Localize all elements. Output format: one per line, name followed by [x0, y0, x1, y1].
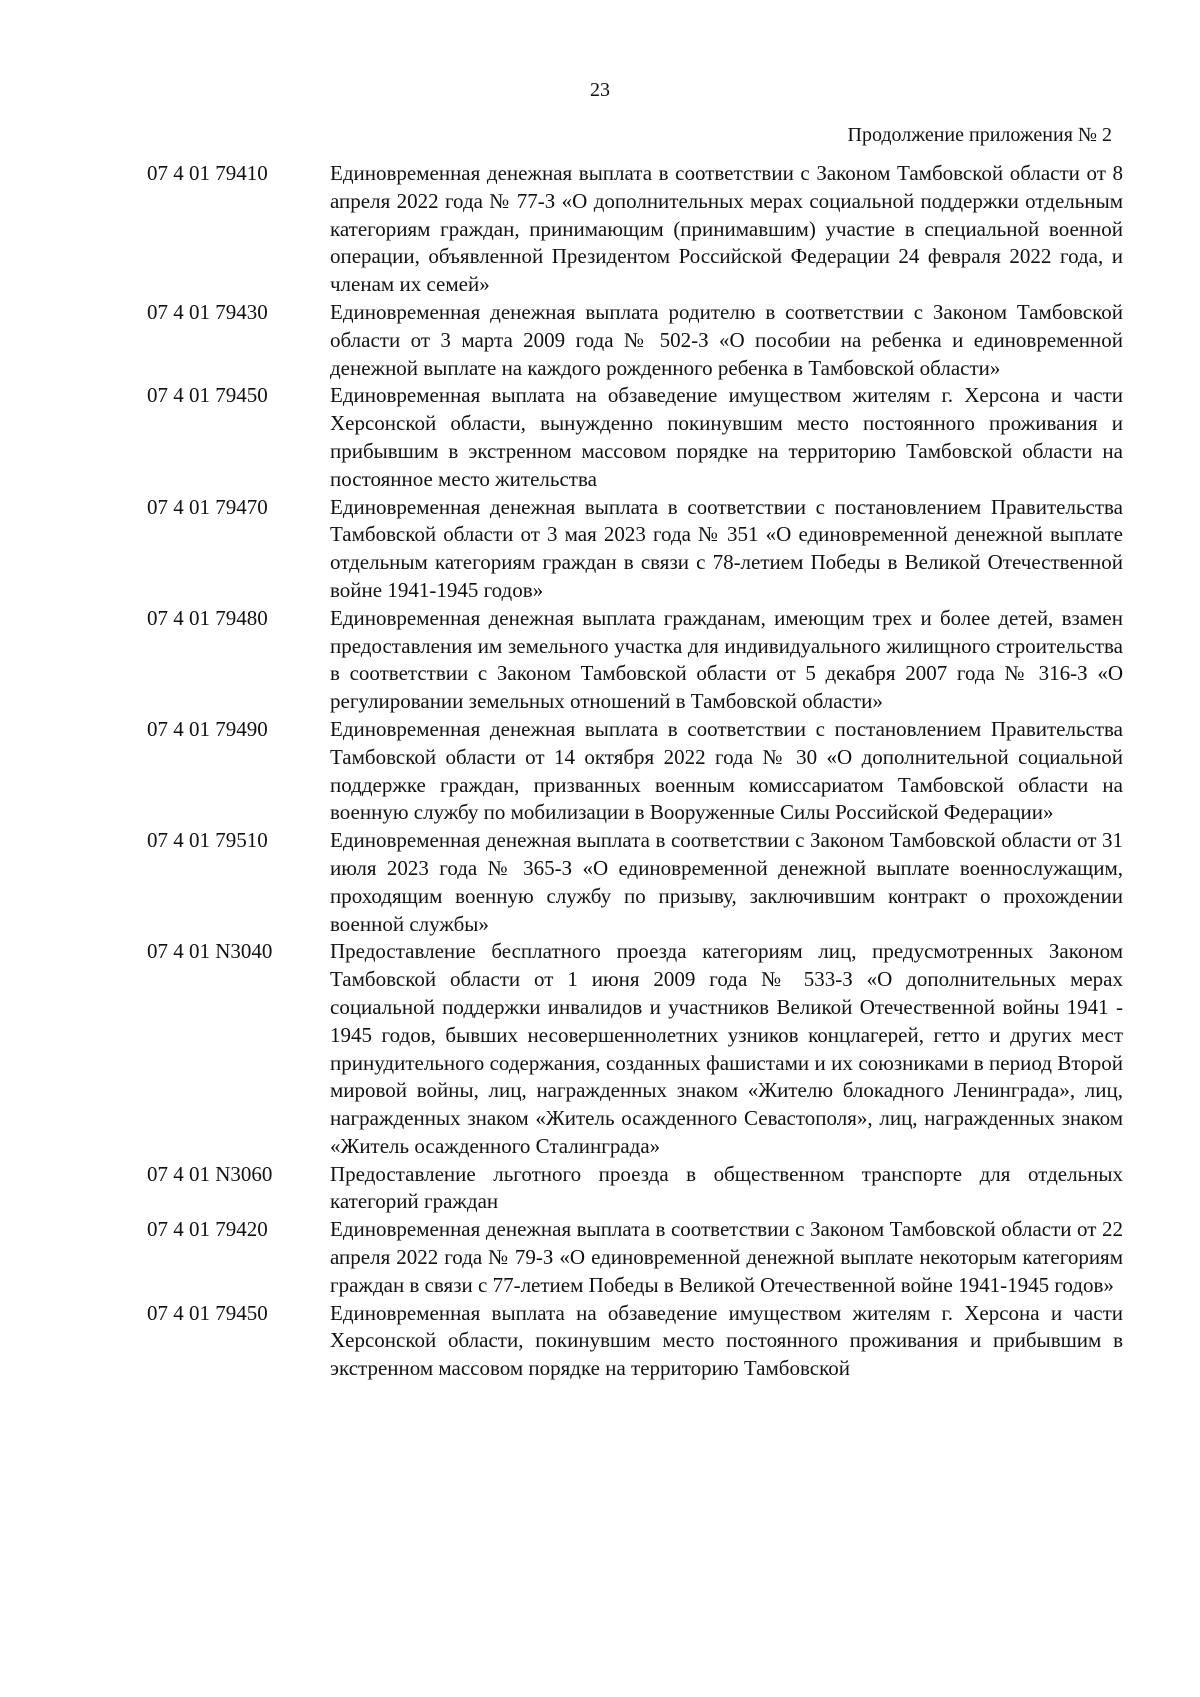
classification-description: Предоставление бесплатного проезда категориям лиц, предусмотренных Законом Тамбовской области от 1 июня 2009 года № 533-З «О дополнительных мерах социальной поддержки инвалидов и участников Великой Отечественной войны 1941 - 1945 годов, бывших несовершеннолетних узников концлагерей, гетто и других мест принудительного содержания, созданных фашистами и их союзниками в период Второй мировой войны, лиц, награжденных знаком «Жителю блокадного Ленинграда», лиц, награжденных знаком «Житель осажденного Севастополя», лиц, награжденных знаком «Житель осажденного Сталинграда»: [330, 939, 1123, 1158]
list-item: [147, 827, 1123, 938]
list-item: [147, 299, 1123, 382]
page-number: 23: [590, 79, 610, 101]
list-item: [147, 716, 1123, 827]
classification-code: 07 4 01 N3060: [147, 1161, 273, 1186]
classification-code: 07 4 01 79410: [147, 161, 268, 185]
classification-description: Единовременная денежная выплата родителю в соответствии с Законом Тамбовской области от 3 марта 2009 года № 502-З «О пособии на ребенка и единовременной денежной выплате на каждого рожденного ребенка в Тамбовской области»: [330, 299, 1123, 380]
budget-classification-list: [147, 160, 1123, 1383]
classification-description: Единовременная денежная выплата в соответствии с Законом Тамбовской области от 8 апреля 2022 года № 77-З «О дополнительных мерах социальной поддержки отдельным категориям граждан, принимающим (принимавшим) участие в специальной военной операции, объявленной Президентом Российской Федерации 24 февраля 2022 года, и членам их семей»: [330, 161, 1123, 297]
classification-code: 07 4 01 79510: [147, 828, 268, 853]
classification-code: 07 4 01 79450: [147, 383, 268, 408]
classification-description: Единовременная денежная выплата в соответствии с Законом Тамбовской области от 31 июля 2023 года № 365-З «О единовременной денежной выплате военнослужащим, проходящим военную службу по призыву, заключившим контракт о прохождении военной службы»: [330, 828, 1123, 936]
list-item: [147, 605, 1123, 716]
classification-code: 07 4 01 79480: [147, 605, 268, 630]
classification-description: Единовременная выплата на обзаведение имуществом жителям г. Херсона и части Херсонской области, вынужденно покинувшим место постоянного проживания и прибывшим в экстренном массовом порядке на территорию Тамбовской области на постоянное место жительства: [330, 383, 1123, 491]
classification-description: Единовременная денежная выплата в соответствии с постановлением Правительства Тамбовской области от 14 октября 2022 года № 30 «О дополнительной социальной поддержке граждан, призванных военным комиссариатом Тамбовской области на военную службу по мобилизации в Вооруженные Силы Российской Федерации»: [330, 716, 1123, 825]
classification-code: 07 4 01 79420: [147, 1217, 268, 1242]
classification-description: Единовременная денежная выплата в соответствии с постановлением Правительства Тамбовской области от 3 мая 2023 года № 351 «О единовременной денежной выплате отдельным категориям граждан в связи с 78-летием Победы в Великой Отечественной войне 1941-1945 годов»: [330, 494, 1123, 602]
list-item: [147, 938, 1123, 1160]
list-item: [147, 1300, 1123, 1383]
list-item: [147, 382, 1123, 493]
list-item: [147, 160, 1123, 299]
classification-code: 07 4 01 79450: [147, 1300, 268, 1325]
classification-code: 07 4 01 79430: [147, 299, 268, 324]
classification-code: 07 4 01 79490: [147, 716, 268, 741]
classification-description: Единовременная выплата на обзаведение имуществом жителям г. Херсона и части Херсонской области, покинувшим место постоянного проживания и прибывшим в экстренном массовом порядке на территорию Тамбовской: [330, 1300, 1123, 1381]
classification-description: Предоставление льготного проезда в общественном транспорте для отдельных категорий граждан: [330, 1161, 1123, 1214]
list-item: [147, 1216, 1123, 1299]
continuation-label: Продолжение приложения № 2: [847, 124, 1112, 146]
list-item: [147, 1161, 1123, 1217]
list-item: [147, 494, 1123, 605]
classification-code: 07 4 01 79470: [147, 494, 268, 519]
classification-description: Единовременная денежная выплата в соответствии с Законом Тамбовской области от 22 апреля 2022 года № 79-З «О единовременной денежной выплате некоторым категориям граждан в связи с 77-летием Победы в Великой Отечественной войне 1941-1945 годов»: [330, 1217, 1123, 1297]
classification-description: Единовременная денежная выплата гражданам, имеющим трех и более детей, взамен предоставления им земельного участка для индивидуального жилищного строительства в соответствии с Законом Тамбовской области от 5 декабря 2007 года № 316-З «О регулировании земельных отношений в Тамбовской области»: [330, 605, 1123, 714]
classification-code: 07 4 01 N3040: [147, 939, 273, 964]
